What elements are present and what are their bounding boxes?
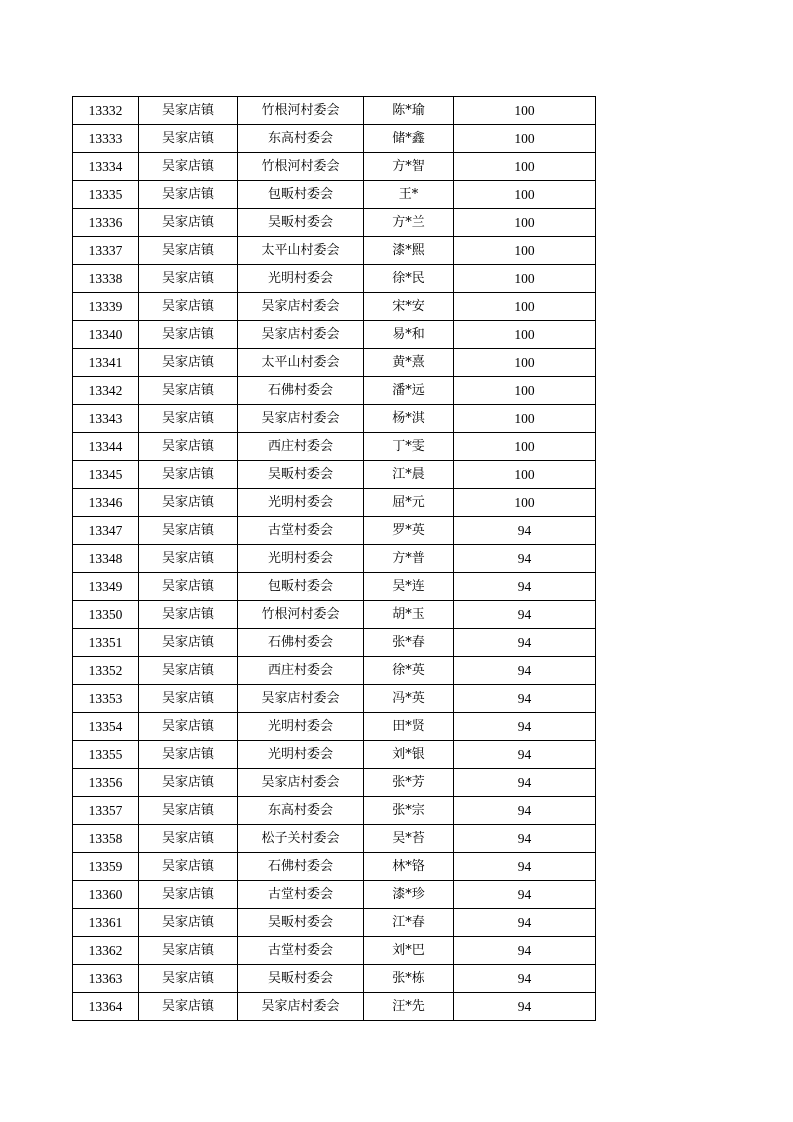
village-cell: 吴家店村委会 xyxy=(238,405,364,433)
town-cell: 吴家店镇 xyxy=(139,853,238,881)
row-id-cell: 13335 xyxy=(73,181,139,209)
amount-cell: 100 xyxy=(454,97,596,125)
row-id-cell: 13359 xyxy=(73,853,139,881)
row-id-cell: 13360 xyxy=(73,881,139,909)
village-cell: 西庄村委会 xyxy=(238,433,364,461)
amount-cell: 94 xyxy=(454,881,596,909)
village-cell: 吴畈村委会 xyxy=(238,909,364,937)
amount-cell: 94 xyxy=(454,573,596,601)
village-cell: 古堂村委会 xyxy=(238,937,364,965)
row-id-cell: 13342 xyxy=(73,377,139,405)
village-cell: 包畈村委会 xyxy=(238,573,364,601)
town-cell: 吴家店镇 xyxy=(139,433,238,461)
person-name-cell: 田*贤 xyxy=(364,713,454,741)
village-cell: 太平山村委会 xyxy=(238,349,364,377)
row-id-cell: 13349 xyxy=(73,573,139,601)
village-cell: 石佛村委会 xyxy=(238,629,364,657)
row-id-cell: 13332 xyxy=(73,97,139,125)
amount-cell: 94 xyxy=(454,713,596,741)
table-row xyxy=(73,405,596,433)
town-cell: 吴家店镇 xyxy=(139,97,238,125)
person-name-cell: 汪*先 xyxy=(364,993,454,1021)
town-cell: 吴家店镇 xyxy=(139,293,238,321)
amount-cell: 94 xyxy=(454,993,596,1021)
row-id-cell: 13336 xyxy=(73,209,139,237)
person-name-cell: 胡*玉 xyxy=(364,601,454,629)
amount-cell: 94 xyxy=(454,825,596,853)
table-row xyxy=(73,517,596,545)
person-name-cell: 丁*雯 xyxy=(364,433,454,461)
table-row xyxy=(73,881,596,909)
row-id-cell: 13333 xyxy=(73,125,139,153)
town-cell: 吴家店镇 xyxy=(139,909,238,937)
table-row xyxy=(73,685,596,713)
village-cell: 东高村委会 xyxy=(238,797,364,825)
village-cell: 光明村委会 xyxy=(238,713,364,741)
person-name-cell: 屈*元 xyxy=(364,489,454,517)
person-name-cell: 林*铬 xyxy=(364,853,454,881)
person-name-cell: 方*智 xyxy=(364,153,454,181)
person-name-cell: 宋*安 xyxy=(364,293,454,321)
person-name-cell: 方*普 xyxy=(364,545,454,573)
person-name-cell: 方*兰 xyxy=(364,209,454,237)
table-row xyxy=(73,461,596,489)
row-id-cell: 13363 xyxy=(73,965,139,993)
village-cell: 光明村委会 xyxy=(238,545,364,573)
village-cell: 光明村委会 xyxy=(238,489,364,517)
table-row xyxy=(73,377,596,405)
amount-cell: 94 xyxy=(454,545,596,573)
person-name-cell: 储*鑫 xyxy=(364,125,454,153)
town-cell: 吴家店镇 xyxy=(139,769,238,797)
town-cell: 吴家店镇 xyxy=(139,881,238,909)
row-id-cell: 13343 xyxy=(73,405,139,433)
table-row xyxy=(73,489,596,517)
village-cell: 吴畈村委会 xyxy=(238,965,364,993)
table-row xyxy=(73,97,596,125)
village-cell: 石佛村委会 xyxy=(238,853,364,881)
amount-cell: 100 xyxy=(454,349,596,377)
row-id-cell: 13355 xyxy=(73,741,139,769)
town-cell: 吴家店镇 xyxy=(139,713,238,741)
row-id-cell: 13361 xyxy=(73,909,139,937)
town-cell: 吴家店镇 xyxy=(139,993,238,1021)
amount-cell: 100 xyxy=(454,181,596,209)
amount-cell: 100 xyxy=(454,265,596,293)
village-cell: 太平山村委会 xyxy=(238,237,364,265)
village-cell: 光明村委会 xyxy=(238,741,364,769)
table-row xyxy=(73,797,596,825)
row-id-cell: 13339 xyxy=(73,293,139,321)
person-name-cell: 刘*银 xyxy=(364,741,454,769)
town-cell: 吴家店镇 xyxy=(139,629,238,657)
person-name-cell: 罗*英 xyxy=(364,517,454,545)
amount-cell: 94 xyxy=(454,769,596,797)
table-row xyxy=(73,433,596,461)
village-cell: 石佛村委会 xyxy=(238,377,364,405)
row-id-cell: 13340 xyxy=(73,321,139,349)
row-id-cell: 13350 xyxy=(73,601,139,629)
amount-cell: 94 xyxy=(454,741,596,769)
person-name-cell: 吴*苔 xyxy=(364,825,454,853)
table-row xyxy=(73,657,596,685)
town-cell: 吴家店镇 xyxy=(139,461,238,489)
town-cell: 吴家店镇 xyxy=(139,265,238,293)
village-cell: 古堂村委会 xyxy=(238,881,364,909)
table-row xyxy=(73,349,596,377)
amount-cell: 100 xyxy=(454,237,596,265)
table-row xyxy=(73,321,596,349)
row-id-cell: 13348 xyxy=(73,545,139,573)
amount-cell: 94 xyxy=(454,601,596,629)
town-cell: 吴家店镇 xyxy=(139,741,238,769)
table-row xyxy=(73,853,596,881)
village-cell: 吴家店村委会 xyxy=(238,993,364,1021)
row-id-cell: 13352 xyxy=(73,657,139,685)
village-cell: 东高村委会 xyxy=(238,125,364,153)
village-cell: 吴家店村委会 xyxy=(238,293,364,321)
amount-cell: 100 xyxy=(454,125,596,153)
row-id-cell: 13351 xyxy=(73,629,139,657)
person-name-cell: 张*栋 xyxy=(364,965,454,993)
person-name-cell: 刘*巴 xyxy=(364,937,454,965)
amount-cell: 100 xyxy=(454,461,596,489)
amount-cell: 94 xyxy=(454,657,596,685)
row-id-cell: 13344 xyxy=(73,433,139,461)
row-id-cell: 13346 xyxy=(73,489,139,517)
amount-cell: 94 xyxy=(454,909,596,937)
village-cell: 竹根河村委会 xyxy=(238,153,364,181)
table-row xyxy=(73,769,596,797)
town-cell: 吴家店镇 xyxy=(139,965,238,993)
person-name-cell: 江*春 xyxy=(364,909,454,937)
town-cell: 吴家店镇 xyxy=(139,573,238,601)
table-row xyxy=(73,965,596,993)
person-name-cell: 徐*英 xyxy=(364,657,454,685)
amount-cell: 100 xyxy=(454,489,596,517)
town-cell: 吴家店镇 xyxy=(139,209,238,237)
roster-table xyxy=(72,96,596,1021)
village-cell: 吴家店村委会 xyxy=(238,769,364,797)
table-row xyxy=(73,937,596,965)
village-cell: 光明村委会 xyxy=(238,265,364,293)
town-cell: 吴家店镇 xyxy=(139,237,238,265)
town-cell: 吴家店镇 xyxy=(139,657,238,685)
village-cell: 吴家店村委会 xyxy=(238,685,364,713)
amount-cell: 100 xyxy=(454,405,596,433)
amount-cell: 100 xyxy=(454,321,596,349)
person-name-cell: 张*春 xyxy=(364,629,454,657)
amount-cell: 94 xyxy=(454,853,596,881)
amount-cell: 100 xyxy=(454,377,596,405)
person-name-cell: 陈*瑜 xyxy=(364,97,454,125)
town-cell: 吴家店镇 xyxy=(139,349,238,377)
town-cell: 吴家店镇 xyxy=(139,181,238,209)
row-id-cell: 13345 xyxy=(73,461,139,489)
village-cell: 西庄村委会 xyxy=(238,657,364,685)
table-row xyxy=(73,153,596,181)
amount-cell: 94 xyxy=(454,965,596,993)
village-cell: 古堂村委会 xyxy=(238,517,364,545)
amount-cell: 94 xyxy=(454,685,596,713)
town-cell: 吴家店镇 xyxy=(139,517,238,545)
table-row xyxy=(73,713,596,741)
row-id-cell: 13358 xyxy=(73,825,139,853)
town-cell: 吴家店镇 xyxy=(139,601,238,629)
town-cell: 吴家店镇 xyxy=(139,321,238,349)
village-cell: 松子关村委会 xyxy=(238,825,364,853)
table-row xyxy=(73,181,596,209)
village-cell: 包畈村委会 xyxy=(238,181,364,209)
town-cell: 吴家店镇 xyxy=(139,489,238,517)
table-row xyxy=(73,993,596,1021)
amount-cell: 94 xyxy=(454,629,596,657)
table-row xyxy=(73,601,596,629)
village-cell: 吴畈村委会 xyxy=(238,461,364,489)
row-id-cell: 13337 xyxy=(73,237,139,265)
row-id-cell: 13341 xyxy=(73,349,139,377)
village-cell: 竹根河村委会 xyxy=(238,97,364,125)
roster-table-body xyxy=(73,97,596,1021)
table-row xyxy=(73,545,596,573)
table-row xyxy=(73,741,596,769)
table-row xyxy=(73,825,596,853)
table-row xyxy=(73,237,596,265)
town-cell: 吴家店镇 xyxy=(139,545,238,573)
table-row xyxy=(73,629,596,657)
person-name-cell: 漆*熙 xyxy=(364,237,454,265)
row-id-cell: 13357 xyxy=(73,797,139,825)
village-cell: 竹根河村委会 xyxy=(238,601,364,629)
person-name-cell: 冯*英 xyxy=(364,685,454,713)
person-name-cell: 杨*淇 xyxy=(364,405,454,433)
row-id-cell: 13364 xyxy=(73,993,139,1021)
person-name-cell: 张*芳 xyxy=(364,769,454,797)
amount-cell: 100 xyxy=(454,153,596,181)
row-id-cell: 13362 xyxy=(73,937,139,965)
town-cell: 吴家店镇 xyxy=(139,825,238,853)
village-cell: 吴家店村委会 xyxy=(238,321,364,349)
row-id-cell: 13334 xyxy=(73,153,139,181)
row-id-cell: 13354 xyxy=(73,713,139,741)
table-row xyxy=(73,909,596,937)
person-name-cell: 江*晨 xyxy=(364,461,454,489)
table-row xyxy=(73,573,596,601)
person-name-cell: 易*和 xyxy=(364,321,454,349)
table-row xyxy=(73,265,596,293)
town-cell: 吴家店镇 xyxy=(139,153,238,181)
town-cell: 吴家店镇 xyxy=(139,797,238,825)
person-name-cell: 潘*远 xyxy=(364,377,454,405)
row-id-cell: 13347 xyxy=(73,517,139,545)
person-name-cell: 张*宗 xyxy=(364,797,454,825)
amount-cell: 100 xyxy=(454,433,596,461)
row-id-cell: 13338 xyxy=(73,265,139,293)
person-name-cell: 王* xyxy=(364,181,454,209)
town-cell: 吴家店镇 xyxy=(139,685,238,713)
amount-cell: 100 xyxy=(454,293,596,321)
village-cell: 吴畈村委会 xyxy=(238,209,364,237)
person-name-cell: 漆*珍 xyxy=(364,881,454,909)
town-cell: 吴家店镇 xyxy=(139,937,238,965)
row-id-cell: 13353 xyxy=(73,685,139,713)
person-name-cell: 吴*连 xyxy=(364,573,454,601)
table-row xyxy=(73,125,596,153)
person-name-cell: 徐*民 xyxy=(364,265,454,293)
town-cell: 吴家店镇 xyxy=(139,377,238,405)
amount-cell: 94 xyxy=(454,937,596,965)
amount-cell: 100 xyxy=(454,209,596,237)
table-row xyxy=(73,209,596,237)
amount-cell: 94 xyxy=(454,517,596,545)
person-name-cell: 黄*熹 xyxy=(364,349,454,377)
amount-cell: 94 xyxy=(454,797,596,825)
town-cell: 吴家店镇 xyxy=(139,125,238,153)
row-id-cell: 13356 xyxy=(73,769,139,797)
table-row xyxy=(73,293,596,321)
town-cell: 吴家店镇 xyxy=(139,405,238,433)
